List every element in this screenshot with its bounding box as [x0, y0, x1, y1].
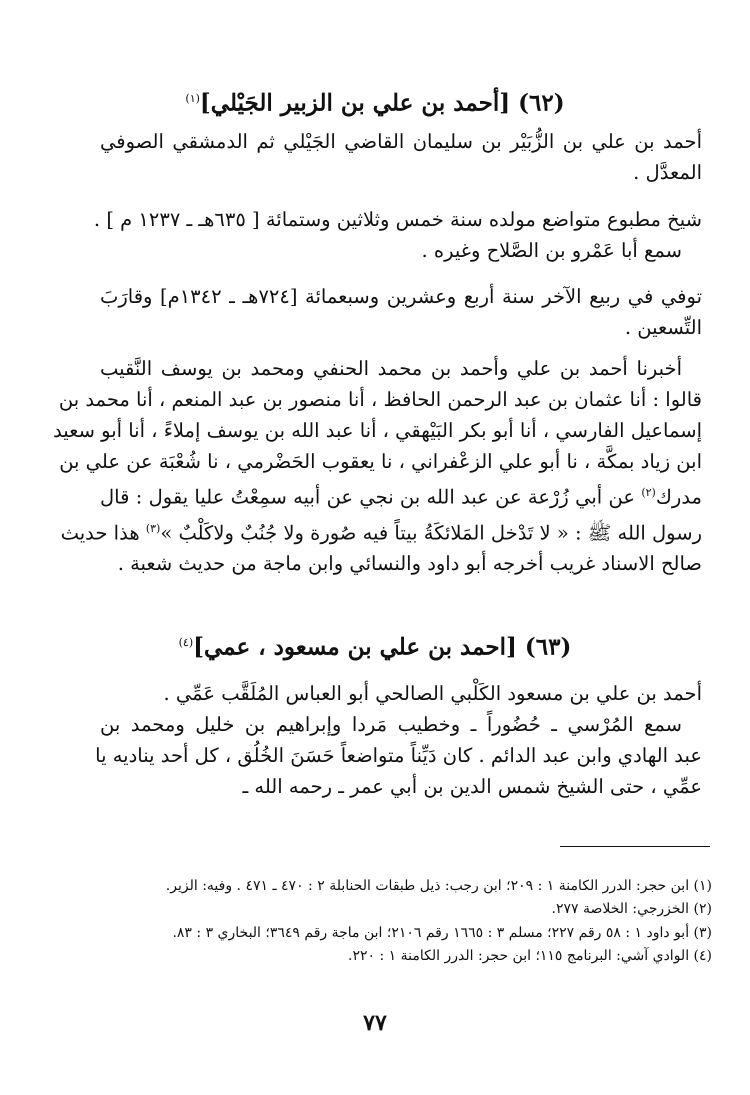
body-line: شيخ مطبوع متواضع مولده سنة خمس وثلاثين وستمائة [ ٦٣٥هـ ـ ١٢٣٧ م ] . — [93, 208, 702, 231]
entry-62-hadith — [53, 353, 702, 579]
body-line: سمع أبا عَمْرو بن الصَّلاح وغيره . — [421, 239, 682, 262]
entry-62-title: (٦٢) [أحمد بن علي بن الزبير الجَيْلي] — [199, 89, 565, 117]
footnote-4: (٤) الوادي آشي: البرنامج ١١٥؛ ابن حجر: الدرر الكامنة ١ : ٢٢٠. — [348, 948, 712, 964]
body-line: إسماعيل الفارسي ، أنا أبو بكر البَيْهقي ، أنا عبد الله بن يوسف إملاءً ، أنا أبو سعيد — [53, 419, 702, 442]
body-line: المعدَّل . — [633, 161, 702, 184]
footnote-3: (٣) أبو داود ١ : ٥٨ رقم ٢٢٧؛ مسلم ٣ : ١٦٦٥ رقم ٢١٠٦؛ ابن ماجة رقم ٣٦٤٩؛ البخاري ٣ : ٨٣. — [172, 925, 712, 941]
body-line — [60, 513, 702, 549]
footnote-1: (١) ابن حجر: الدرر الكامنة ١ : ٢٠٩؛ ابن رجب: ذيل طبقات الحنابلة ٢ : ٤٧٠ ـ ٤٧١ . وفيه: الزير. — [165, 878, 712, 894]
entry-63-heading — [0, 626, 750, 665]
footnote-2: (٢) الخزرجي: الخلاصة ٢٧٧. — [551, 901, 712, 917]
body-line: أحمد بن علي بن مسعود الكَلْبي الصالحي أبو العباس المُلَقَّب عَمِّي . — [163, 682, 702, 705]
body-line: التِّسعين . — [624, 316, 702, 339]
page-number: ٧٧ — [363, 1010, 387, 1036]
footnote-divider — [560, 846, 710, 847]
entry-62-heading — [0, 82, 750, 121]
body-line — [100, 477, 702, 513]
entry-62-death — [100, 281, 702, 343]
entry-63-body — [95, 678, 702, 802]
footnote-ref-2[interactable]: (٢) — [641, 486, 656, 499]
footnote-ref-1[interactable]: (١) — [185, 92, 200, 105]
footnote-ref-4[interactable]: (٤) — [178, 636, 194, 649]
body-line: ابن زياد بمكَّة ، نا أبو علي الزعْفراني ، نا يعقوب الحَضْرمي ، نا شُعْبَة عن علي بن — [59, 450, 702, 473]
body-line: صالح الاسناد غريب أخرجه أبو داود والنسائي وابن ماجة من حديث شعبة . — [117, 552, 702, 575]
body-text: عن أبي زُرْعة عن عبد الله بن نجي عن أبيه سمِعْتُ عليا يقول : قال — [100, 485, 642, 509]
body-text: رسول الله ﷺ : « لا تَدْخل المَلائكَةُ بيتاً فيه صُورة ولا جُنُبٌ ولاكَلْبٌ » — [160, 521, 702, 544]
body-line: أحمد بن علي بن الزُّبَيْر بن سليمان القاضي الجَيْلي ثم الدمشقي الصوفي — [100, 130, 702, 153]
body-text: هذا حديث — [60, 521, 146, 544]
body-line: عبد الهادي وابن عبد الدائم . كان دَيِّناً متواضعاً حَسَنَ الخُلُق ، كل أحد يناديه يا — [95, 744, 702, 767]
body-text: مدرك — [655, 485, 702, 509]
body-line: توفي في ربيع الآخر سنة أربع وعشرين وسبعمائة [٧٢٤هـ ـ ١٣٤٢م] وقارَبَ — [100, 285, 702, 308]
body-line: عمِّي ، حتى الشيخ شمس الدين بن أبي عمر ـ رحمه الله ـ — [242, 775, 702, 798]
body-line: سمع المُرْسي ـ حُضُوراً ـ وخطيب مَردا وإبراهيم بن خليل ومحمد بن — [100, 713, 682, 736]
body-line: أخبرنا أحمد بن علي وأحمد بن محمد الحنفي ومحمد بن يوسف النَّقيب — [100, 357, 682, 380]
footnote-ref-3[interactable]: (٣) — [145, 521, 161, 535]
entry-62-birth — [93, 204, 702, 266]
entry-62-body — [100, 126, 702, 188]
body-line: قالوا : أنا عثمان بن عبد الرحمن الحافظ ، أنا منصور بن عبد المنعم ، أنا محمد بن — [58, 388, 702, 411]
entry-63-title: (٦٣) [احمد بن علي بن مسعود ، عمي] — [193, 633, 572, 661]
